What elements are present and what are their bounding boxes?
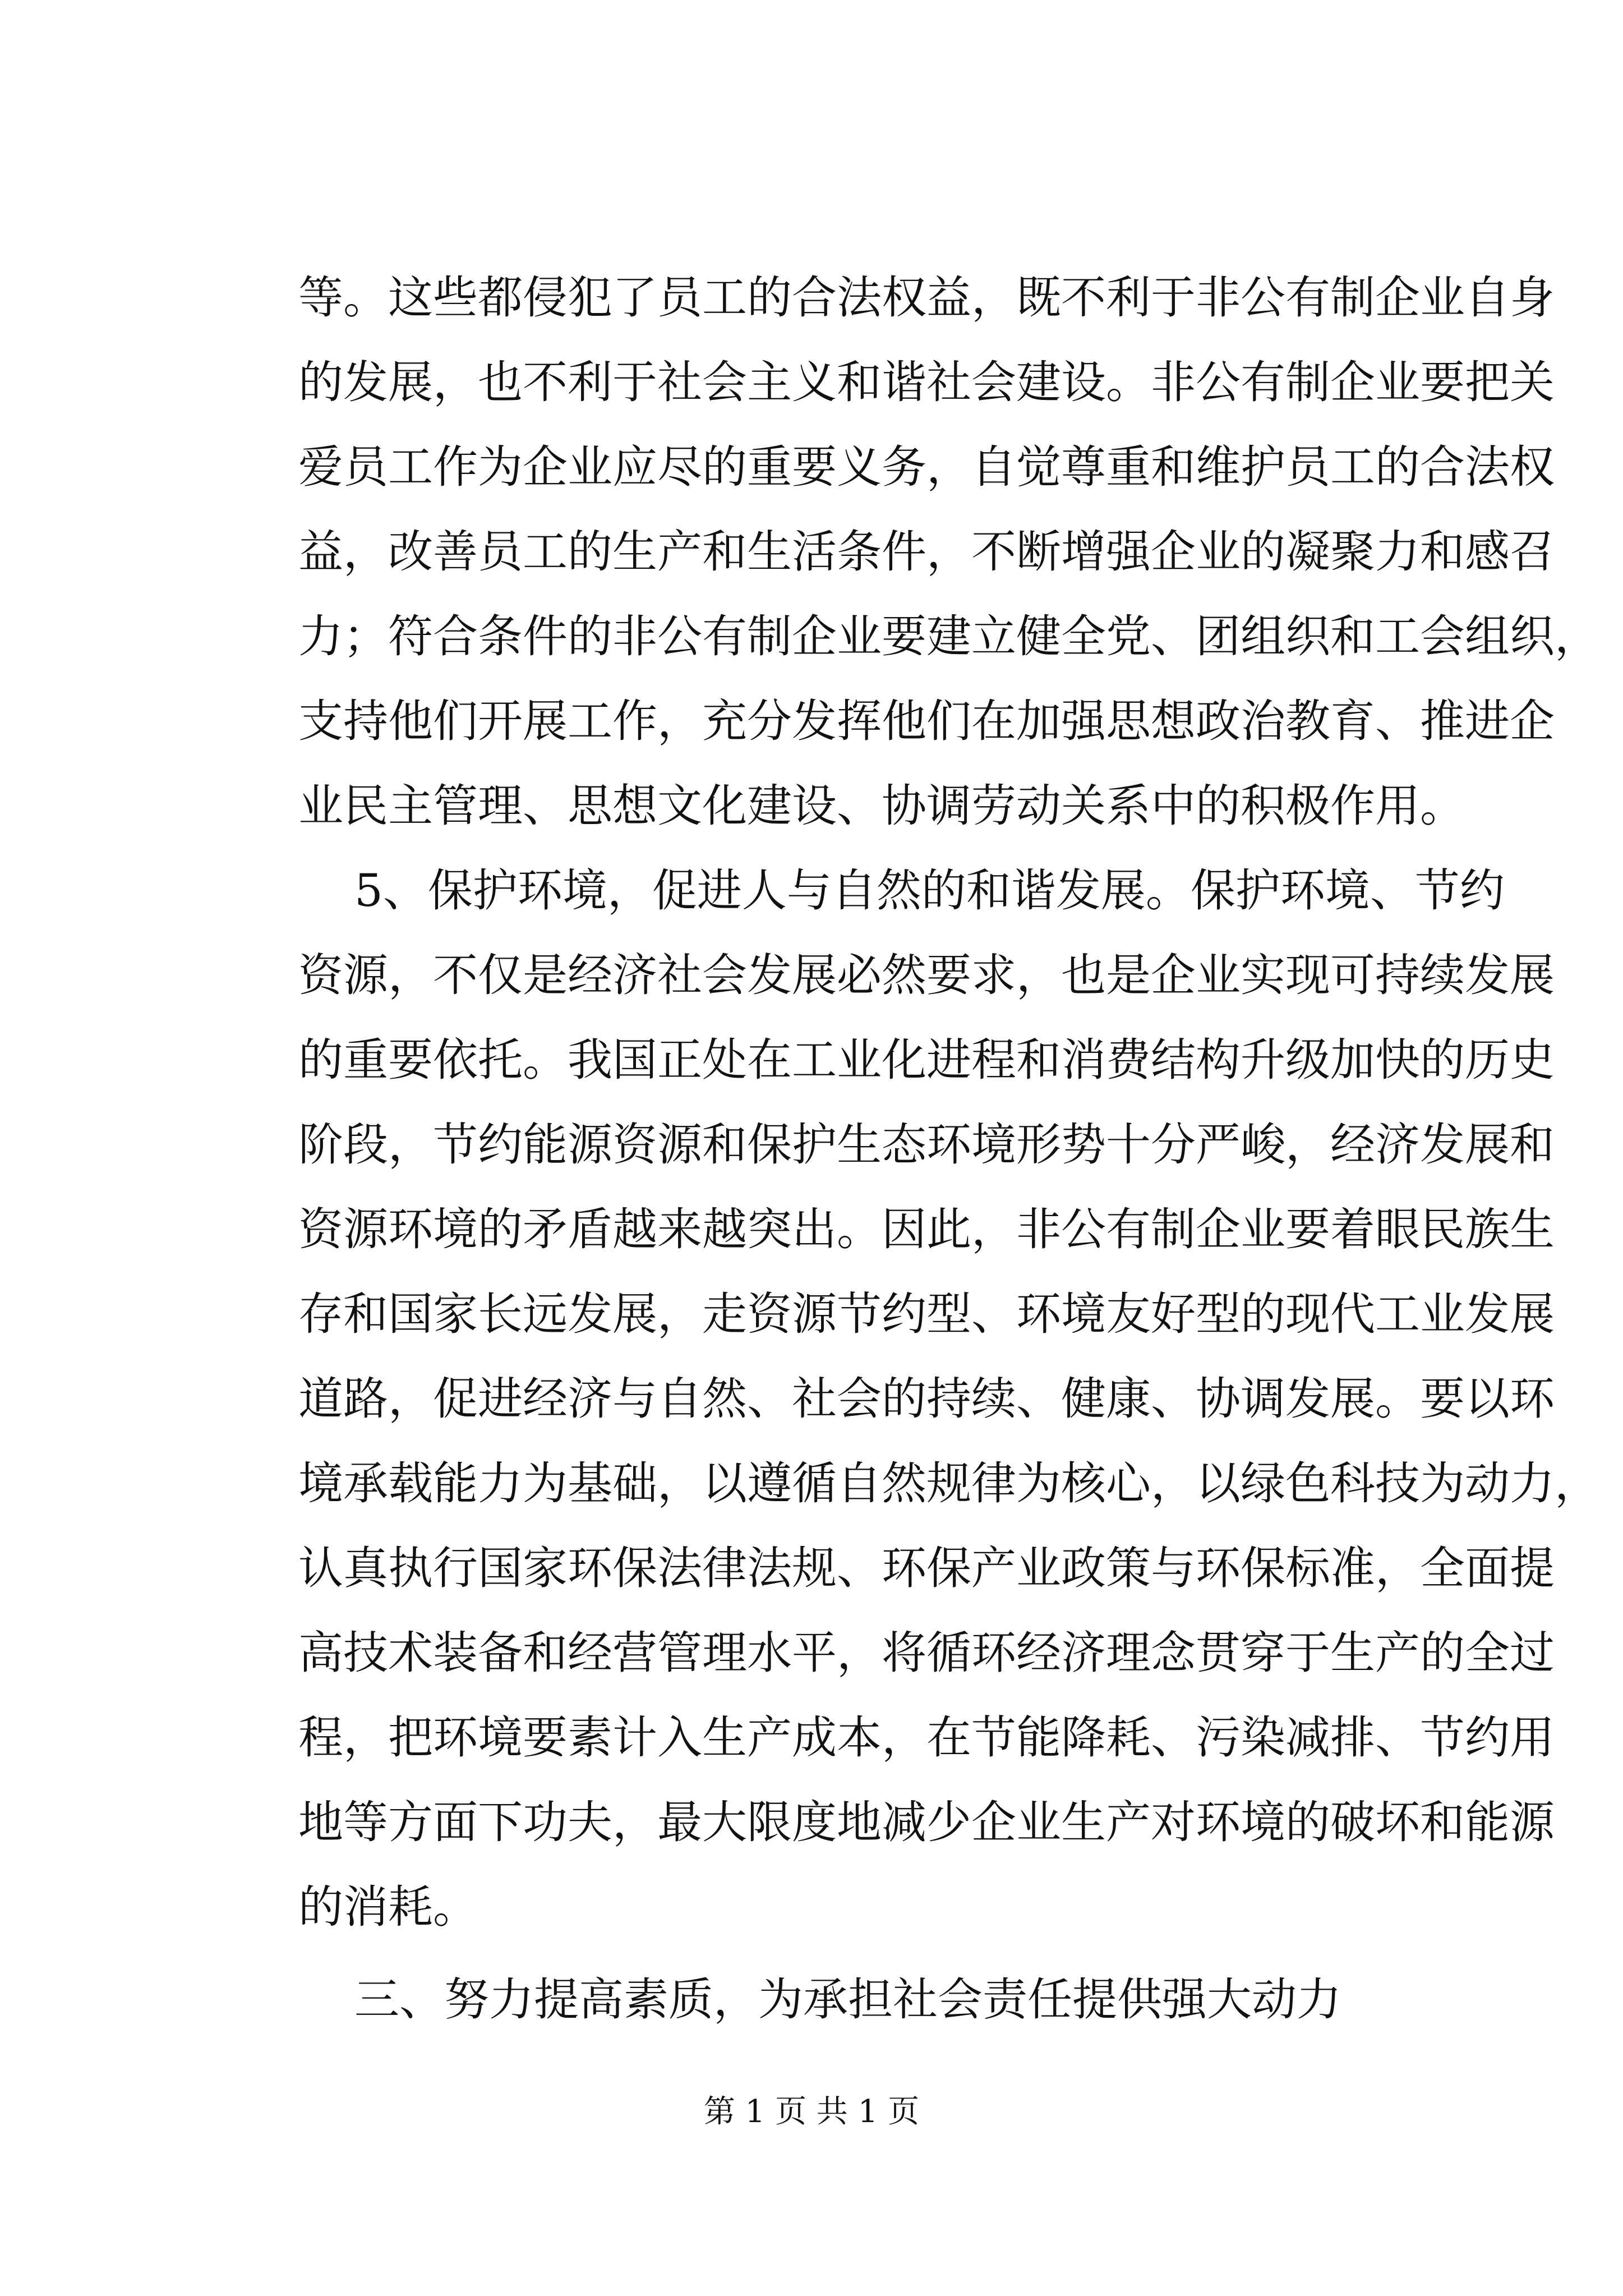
text-line: 支持他们开展工作，充分发挥他们在加强思想政治教育、推进企: [298, 695, 1555, 747]
page-number-footer: 第 1 页 共 1 页: [703, 2093, 920, 2130]
text-line: 道路，促进经济与自然、社会的持续、健康、协调发展。要以环: [298, 1373, 1555, 1425]
text-line: 资源环境的矛盾越来越突出。因此，非公有制企业要着眼民族生: [298, 1203, 1555, 1255]
text-line: 资源，不仅是经济社会发展必然要求，也是企业实现可持续发展: [298, 949, 1555, 1001]
text-line: 业民主管理、思想文化建设、协调劳动关系中的积极作用。: [298, 780, 1465, 832]
section-heading: [298, 1957, 1341, 2042]
text-line: 认真执行国家环保法律法规、环保产业政策与环保标准，全面提: [298, 1542, 1555, 1594]
paragraph-environment: [298, 848, 1599, 1949]
text-line: 存和国家长远发展，走资源节约型、环境友好型的现代工业发展: [298, 1288, 1555, 1340]
section-heading-text: 三、努力提高素质，为承担社会责任提供强大动力: [354, 1973, 1341, 2026]
text-line: 高技术装备和经营管理水平，将循环经济理念贯穿于生产的全过: [298, 1627, 1555, 1679]
paragraph-employee-rights: [298, 255, 1599, 848]
text-line: 的重要依托。我国正处在工业化进程和消费结构升级加快的历史: [298, 1034, 1555, 1086]
text-line: 力；符合条件的非公有制企业要建立健全党、团组织和工会组织，: [298, 610, 1599, 662]
text-line: 地等方面下功夫，最大限度地减少企业生产对环境的破坏和能源: [298, 1796, 1555, 1848]
text-line: 等。这些都侵犯了员工的合法权益，既不利于非公有制企业自身: [298, 272, 1555, 324]
text-line: 阶段，节约能源资源和保护生态环境形势十分严峻，经济发展和: [298, 1119, 1555, 1171]
text-line: 益，改善员工的生产和生活条件，不断增强企业的凝聚力和感召: [298, 526, 1555, 578]
text-line: 程，把环境要素计入生产成本，在节能降耗、污染减排、节约用: [298, 1711, 1555, 1764]
document-body: [298, 255, 1599, 2042]
text-line: 境承载能力为基础，以遵循自然规律为核心，以绿色科技为动力，: [298, 1457, 1599, 1510]
text-line: 的发展，也不利于社会主义和谐社会建设。非公有制企业要把关: [298, 356, 1555, 408]
text-line: 的消耗。: [298, 1881, 478, 1933]
text-line: 5、保护环境，促进人与自然的和谐发展。保护环境、节约: [354, 864, 1505, 917]
text-line: 爱员工作为企业应尽的重要义务，自觉尊重和维护员工的合法权: [298, 441, 1555, 493]
